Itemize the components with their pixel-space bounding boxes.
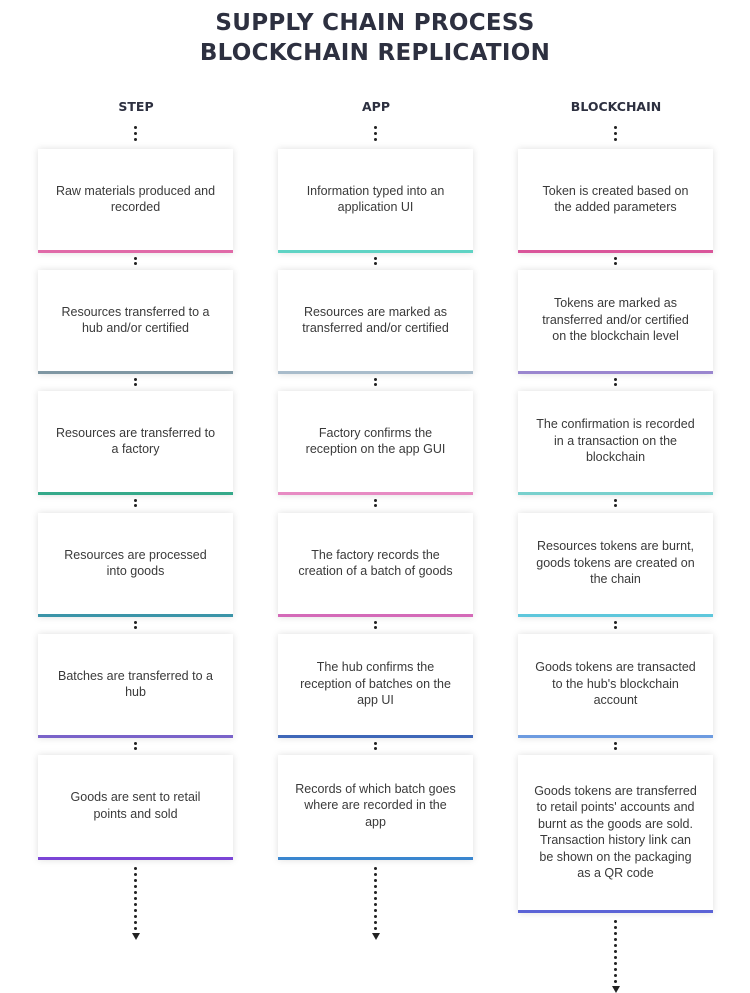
connector-dot	[134, 132, 137, 135]
connector-dot	[374, 138, 377, 141]
card-accent-bar	[278, 857, 473, 860]
process-card-text: Factory confirms the reception on the app GUI	[305, 425, 446, 456]
connector-dot	[374, 927, 377, 930]
connector-dots-bottom	[374, 867, 377, 930]
connector-dot	[374, 621, 377, 624]
card-accent-bar	[278, 614, 473, 617]
card-accent-bar	[38, 371, 233, 374]
process-card	[38, 149, 233, 253]
card-accent-bar	[278, 735, 473, 738]
process-card-text: Resources transferred to a hub and/or certified	[61, 304, 210, 335]
process-card	[518, 391, 713, 495]
connector-dot	[614, 962, 617, 965]
process-card-text: Resources are transferred to a factory	[55, 425, 216, 456]
connector-dots	[614, 257, 617, 265]
down-arrow-icon	[372, 933, 380, 940]
connector-dot	[134, 138, 137, 141]
connector-dot	[134, 897, 137, 900]
connector-dot	[134, 383, 137, 386]
process-card-text: Goods are sent to retail points and sold	[70, 790, 201, 821]
process-card-text: Raw materials produced and recorded	[55, 183, 216, 214]
connector-dot	[134, 909, 137, 912]
connector-dot	[614, 968, 617, 971]
process-card	[278, 755, 473, 860]
connector-dots	[614, 499, 617, 507]
connector-dots	[614, 378, 617, 386]
connector-dot	[614, 257, 617, 260]
connector-dot	[614, 262, 617, 265]
process-card	[38, 634, 233, 738]
connector-dot	[134, 257, 137, 260]
connector-dots	[374, 378, 377, 386]
connector-dot	[134, 626, 137, 629]
process-card	[518, 755, 713, 913]
connector-dot	[374, 915, 377, 918]
connector-dot	[134, 504, 137, 507]
connector-dots	[134, 621, 137, 629]
process-card-text: The hub confirms the reception of batches on the app UI	[300, 660, 451, 708]
down-arrow-icon	[612, 986, 620, 993]
connector-dot	[374, 867, 377, 870]
connector-dots-top	[374, 126, 377, 141]
connector-dots-bottom	[614, 920, 617, 983]
connector-dot	[134, 927, 137, 930]
process-card-text: Goods tokens are transacted to the hub's blockchain account	[535, 660, 696, 708]
connector-dot	[134, 867, 137, 870]
process-card	[38, 755, 233, 860]
process-card-text: Goods tokens are transferred to retail points' accounts and burnt as the goods are sold. Transaction history link can be shown on the packaging as a QR code	[534, 783, 697, 880]
connector-dot	[134, 903, 137, 906]
down-arrow-icon	[132, 933, 140, 940]
connector-dot	[134, 621, 137, 624]
connector-dot	[374, 885, 377, 888]
process-card-text: Records of which batch goes where are recorded in the app	[295, 781, 456, 829]
connector-dots	[374, 621, 377, 629]
connector-dot	[374, 742, 377, 745]
connector-dot	[374, 891, 377, 894]
connector-dot	[134, 742, 137, 745]
connector-dot	[374, 879, 377, 882]
connector-dot	[134, 499, 137, 502]
process-card-text: Batches are transferred to a hub	[58, 668, 213, 699]
connector-dot	[614, 926, 617, 929]
column-header-blockchain: BLOCKCHAIN	[570, 99, 662, 114]
connector-dot	[374, 903, 377, 906]
process-card	[278, 391, 473, 495]
connector-dot	[614, 504, 617, 507]
card-accent-bar	[278, 492, 473, 495]
connector-dot	[614, 944, 617, 947]
connector-dots-top	[614, 126, 617, 141]
process-card	[38, 391, 233, 495]
connector-dot	[614, 378, 617, 381]
process-card	[38, 270, 233, 374]
connector-dot	[614, 499, 617, 502]
connector-dot	[614, 742, 617, 745]
connector-dots	[374, 257, 377, 265]
card-accent-bar	[38, 250, 233, 253]
card-accent-bar	[518, 614, 713, 617]
connector-dots	[134, 742, 137, 750]
card-accent-bar	[38, 735, 233, 738]
connector-dot	[374, 499, 377, 502]
connector-dots	[134, 378, 137, 386]
connector-dot	[614, 932, 617, 935]
connector-dot	[614, 974, 617, 977]
process-card	[278, 634, 473, 738]
process-card-text: Token is created based on the added parameters	[542, 183, 689, 214]
connector-dot	[374, 626, 377, 629]
connector-dot	[614, 938, 617, 941]
process-card	[518, 513, 713, 617]
process-card-text: The confirmation is recorded in a transaction on the blockchain	[536, 417, 695, 465]
connector-dots	[374, 499, 377, 507]
connector-dot	[374, 873, 377, 876]
process-card-text: Information typed into an application UI	[306, 183, 445, 214]
column-header-app: APP	[362, 99, 390, 114]
connector-dots	[614, 621, 617, 629]
connector-dot	[614, 956, 617, 959]
card-accent-bar	[518, 910, 713, 913]
connector-dot	[374, 126, 377, 129]
process-card-text: The factory records the creation of a batch of goods	[298, 547, 453, 578]
process-card	[278, 270, 473, 374]
connector-dot	[374, 132, 377, 135]
connector-dot	[374, 921, 377, 924]
process-card-text: Resources are processed into goods	[64, 547, 207, 578]
connector-dot	[614, 626, 617, 629]
card-accent-bar	[518, 735, 713, 738]
process-card	[518, 634, 713, 738]
card-accent-bar	[518, 371, 713, 374]
card-accent-bar	[38, 492, 233, 495]
process-card-text: Tokens are marked as transferred and/or certified on the blockchain level	[542, 296, 689, 344]
diagram-title-line-1: SUPPLY CHAIN PROCESS	[215, 10, 535, 36]
process-card	[278, 149, 473, 253]
connector-dots-bottom	[134, 867, 137, 930]
connector-dot	[134, 921, 137, 924]
connector-dots	[374, 742, 377, 750]
connector-dot	[374, 378, 377, 381]
card-accent-bar	[38, 614, 233, 617]
connector-dot	[374, 909, 377, 912]
connector-dots	[134, 257, 137, 265]
connector-dot	[374, 747, 377, 750]
connector-dot	[134, 747, 137, 750]
card-accent-bar	[278, 250, 473, 253]
connector-dots	[614, 742, 617, 750]
connector-dot	[614, 383, 617, 386]
connector-dot	[374, 262, 377, 265]
connector-dot	[134, 873, 137, 876]
card-accent-bar	[278, 371, 473, 374]
connector-dot	[134, 879, 137, 882]
connector-dot	[374, 383, 377, 386]
connector-dots-top	[134, 126, 137, 141]
connector-dot	[614, 920, 617, 923]
connector-dot	[614, 132, 617, 135]
connector-dot	[614, 950, 617, 953]
connector-dot	[614, 747, 617, 750]
card-accent-bar	[518, 250, 713, 253]
connector-dot	[614, 980, 617, 983]
connector-dot	[374, 257, 377, 260]
column-header-step: STEP	[118, 99, 154, 114]
connector-dots	[134, 499, 137, 507]
connector-dot	[614, 621, 617, 624]
process-card	[518, 149, 713, 253]
card-accent-bar	[38, 857, 233, 860]
connector-dot	[134, 378, 137, 381]
connector-dot	[374, 504, 377, 507]
process-card	[518, 270, 713, 374]
card-accent-bar	[518, 492, 713, 495]
process-card-text: Resources are marked as transferred and/or certified	[302, 304, 449, 335]
connector-dot	[134, 885, 137, 888]
connector-dot	[614, 126, 617, 129]
connector-dot	[614, 138, 617, 141]
connector-dot	[134, 915, 137, 918]
process-card	[38, 513, 233, 617]
diagram-title-line-2: BLOCKCHAIN REPLICATION	[199, 40, 551, 66]
connector-dot	[134, 262, 137, 265]
connector-dot	[134, 126, 137, 129]
connector-dot	[134, 891, 137, 894]
process-card-text: Resources tokens are burnt, goods tokens are created on the chain	[536, 539, 695, 587]
connector-dot	[374, 897, 377, 900]
process-card	[278, 513, 473, 617]
